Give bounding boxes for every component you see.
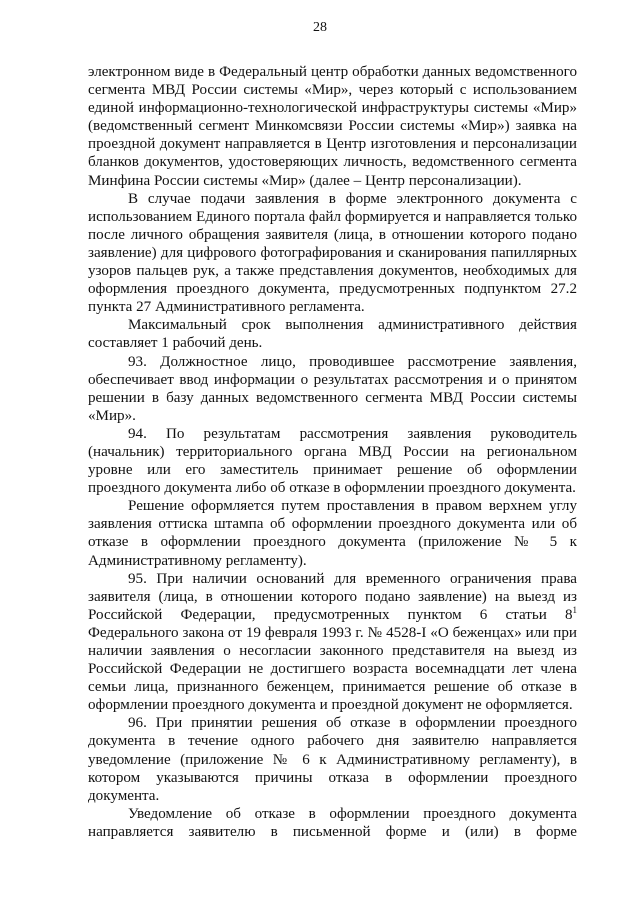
paragraph-94: 94. По результатам рассмотрения заявления руководитель (начальник) территориального органа МВД России на региональном уровне или его заместитель принимает решение об оформлении проездного документа либо об отказе в оформлении проездного документа.: [88, 425, 577, 497]
paragraph-3: Максимальный срок выполнения административного действия составляет 1 рабочий день.: [88, 317, 577, 352]
document-body: [88, 63, 577, 841]
paragraph-93: 93. Должностное лицо, проводившее рассмотрение заявления, обеспечивает ввод информации о результатах рассмотрения и о принятом решении в базу данных ведомственного сегмента МВД России системы «Мир».: [88, 353, 577, 424]
footnote-mark: 1: [572, 604, 577, 615]
paragraph-notification: Уведомление об отказе в оформлении проездного документа направляется заявителю в письменной форме и (или) в форме: [88, 805, 577, 840]
paragraph-1: электронном виде в Федеральный центр обработки данных ведомственного сегмента МВД России системы «Мир», через который с использованием единой информационно-технологической инфраструктуры системы «Мир» (ведомственный сегмент Минкомсвязи России системы «Мир») заявка на проездной документ направляется в Центр изготовления и персонализации бланков документов, удостоверяющих личность, ведомственного сегмента Минфина России системы «Мир» (далее – Центр персонализации).: [88, 64, 577, 189]
paragraph-95-end: Федерального закона от 19 февраля 1993 г. № 4528-I «О беженцах» или при наличии заявления о несогласии законного представителя на выезд из Российской Федерации не достигшего возраста восемнадцати лет члена семьи лица, признанного беженцем, принимается решение об отказе в оформлении проездного документа и проездной документ не оформляется.: [88, 624, 577, 714]
paragraph-95-start: 95. При наличии оснований для временного ограничения права заявителя (лица, в отношении которого подано заявление) на выезд из Российской Федерации, предусмотренных пунктом 6 статьи 8: [88, 570, 577, 623]
paragraph-2: В случае подачи заявления в форме электронного документа с использованием Единого портала файл формируется и направляется только после личного обращения заявителя (лица, в отношении которого подано заявление) для цифрового фотографирования и сканирования папиллярных узоров пальцев рук, а также представления документов, необходимых для оформления проездного документа, предусмотренных подпунктом 27.2 пункта 27 Административного регламента.: [88, 190, 577, 316]
paragraph-95: [88, 570, 577, 715]
paragraph-96: 96. При принятии решения об отказе в оформлении проездного документа в течение одного рабочего дня заявителю направляется уведомление (приложение № 6 к Административному регламенту), в котором указываются причины отказа в оформлении проездного документа.: [88, 715, 577, 804]
page-number: 28: [313, 20, 327, 35]
paragraph-94-decision: Решение оформляется путем проставления в правом верхнем углу заявления оттиска штампа об оформлении проездного документа или об отказе в оформлении проездного документа (приложение № 5 к Административному регламенту).: [88, 498, 577, 569]
